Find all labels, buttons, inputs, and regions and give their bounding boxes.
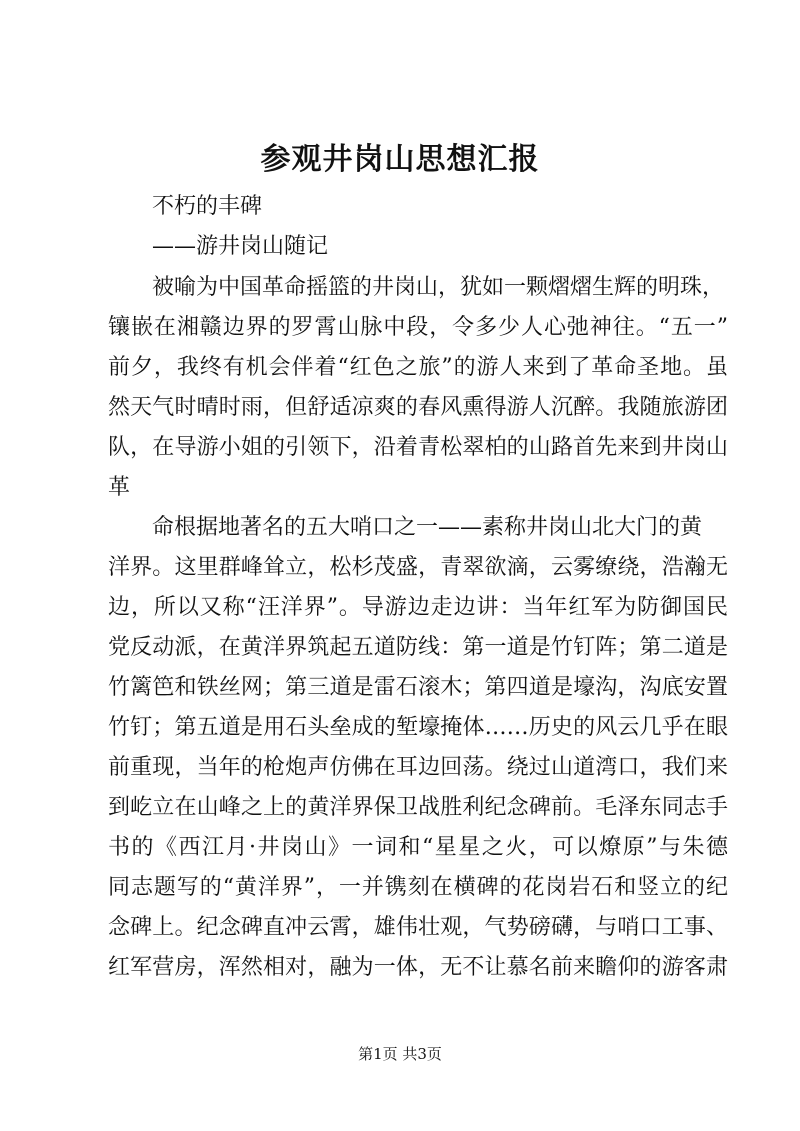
page-footer: 第1页 共3页 bbox=[358, 1045, 442, 1063]
paragraph-line: 竹钉；第五道是用石头垒成的堑壕掩体……历史的风云几乎在眼 bbox=[108, 715, 728, 740]
paragraph-line: 同志题写的“黄洋界”，一并镌刻在横碑的花岗岩石和竖立的纪 bbox=[108, 875, 728, 900]
paragraph-line: 革 bbox=[108, 475, 131, 500]
paragraph-line: 念碑上。纪念碑直冲云霄，雄伟壮观，气势磅礴，与哨口工事、 bbox=[108, 915, 728, 940]
paragraph-line: 洋界。这里群峰耸立，松杉茂盛，青翠欲滴，云雾缭绕，浩瀚无 bbox=[108, 555, 728, 580]
paragraph-line: 红军营房，浑然相对，融为一体，无不让慕名前来瞻仰的游客肃 bbox=[108, 955, 728, 980]
byline: ——游井岗山随记 bbox=[152, 234, 329, 259]
paragraph-line: 前重现，当年的枪炮声仿佛在耳边回荡。绕过山道湾口，我们来 bbox=[108, 755, 728, 780]
paragraph-line: 书的《西江月·井岗山》一词和“星星之火，可以燎原”与朱德 bbox=[108, 835, 728, 860]
paragraph-line: 镶嵌在湘赣边界的罗霄山脉中段，令多少人心弛神往。“五一” bbox=[108, 315, 728, 340]
paragraph-line: 然天气时晴时雨，但舒适凉爽的春风熏得游人沉醉。我随旅游团 bbox=[108, 395, 728, 420]
paragraph-line: 竹篱笆和铁丝网；第三道是雷石滚木；第四道是壕沟，沟底安置 bbox=[108, 675, 728, 700]
paragraph-line: 队，在导游小姐的引领下，沿着青松翠柏的山路首先来到井岗山 bbox=[108, 435, 728, 460]
paragraph-line: 到屹立在山峰之上的黄洋界保卫战胜利纪念碑前。毛泽东同志手 bbox=[108, 795, 728, 820]
paragraph-line: 被喻为中国革命摇篮的井岗山，犹如一颗熠熠生辉的明珠， bbox=[152, 275, 725, 300]
paragraph-line: 命根据地著名的五大哨口之一——素称井岗山北大门的黄 bbox=[152, 515, 703, 540]
paragraph-line: 前夕，我终有机会伴着“红色之旅”的游人来到了革命圣地。虽 bbox=[108, 355, 728, 380]
subtitle: 不朽的丰碑 bbox=[152, 194, 263, 219]
paragraph-line: 边，所以又称“汪洋界”。导游边走边讲：当年红军为防御国民 bbox=[108, 595, 728, 620]
document-title: 参观井岗山思想汇报 bbox=[260, 142, 540, 177]
paragraph-line: 党反动派，在黄洋界筑起五道防线：第一道是竹钉阵；第二道是 bbox=[108, 635, 728, 660]
